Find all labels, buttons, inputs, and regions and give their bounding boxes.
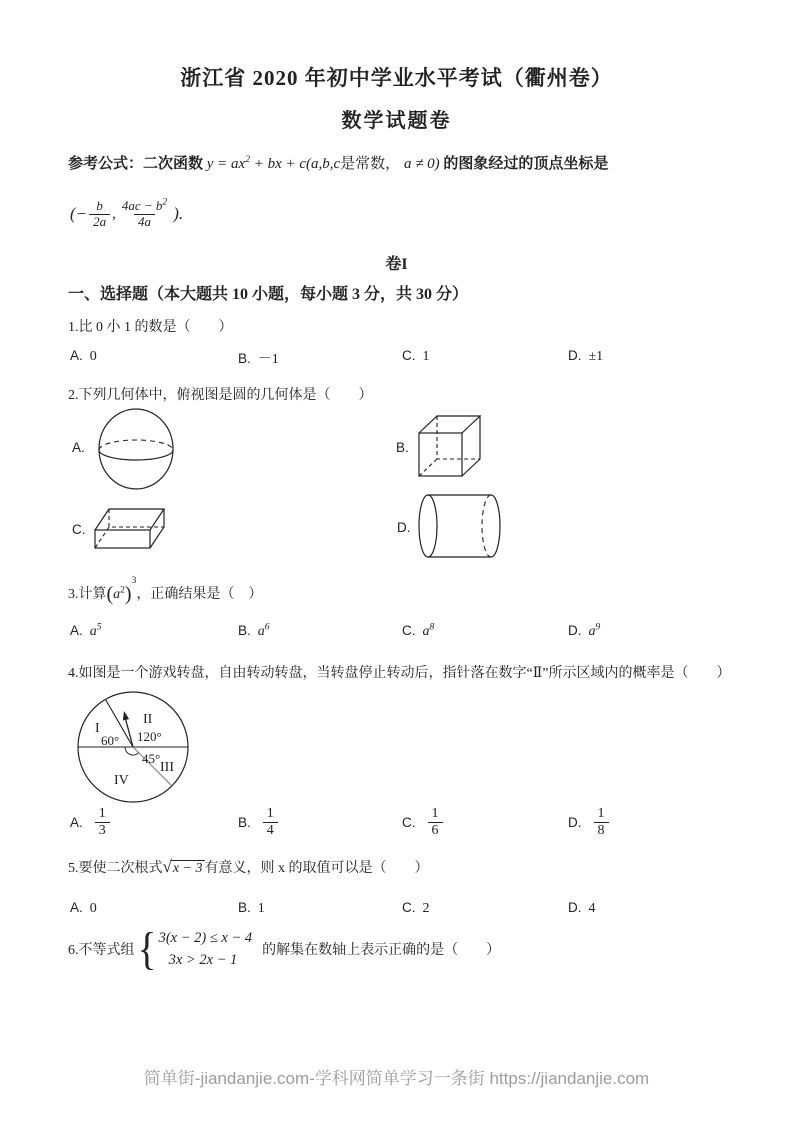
option-a: A. $\frac{1}{3}$ [70,806,112,839]
inequality-system [159,927,253,971]
open-paren: ( [106,583,114,605]
option-a-label: A. [72,440,85,455]
spinner-pointer-shaft [126,720,133,747]
spinner-region-3-label: III [160,760,174,775]
cylinder-right-cap-hidden [482,495,491,557]
option-a: A. $a^5$ [70,622,102,639]
inequality-1: 3(x − 2) ≤ x − 4 [158,930,253,946]
fraction: $\frac{1}{3}$ [95,806,110,839]
question-6-text: 6.不等式组 { 3(x − 2) ≤ x − 4 3x > 2x − 1 的解集在数轴上表示正确的是（ ） [68,923,501,975]
reference-cn-const: 是常数， [340,156,401,172]
question-3-options [0,623,793,645]
watermark-footer: 简单街-jiandanjie.com-学科网简单学习一条街 https://jiandanjie.com [143,1069,650,1088]
reference-sup-2: 2 [245,155,250,165]
close-paren: ) [124,583,132,605]
vertex-close-paren: ). [173,204,184,223]
option-d-label: D. [397,520,411,535]
vertex-comma: , [112,205,116,222]
cylinder-right-cap-solid [491,495,500,557]
equator-solid-arc [99,450,173,460]
question-1-options [0,348,793,370]
reference-math-y: y = ax [206,156,246,172]
section-heading: 一、选择题（本大题共 10 小题，每小题 3 分，共 30 分） [68,286,469,303]
fraction: $\frac{1}{4}$ [263,806,278,839]
question-1-text: 1.比 0 小 1 的数是（ ） [68,320,233,335]
cuboid-figure [90,504,172,554]
fraction-numerator: $4ac - b^2$ [121,197,168,213]
fraction: $\frac{1}{6}$ [428,806,443,839]
option-b-label: B. [396,440,409,455]
question-5-options [0,900,793,922]
question-4-options [0,806,793,852]
option-d: D. ±1 [568,348,604,364]
vertex-open-paren: (− [70,204,88,223]
option-c: C. $\frac{1}{6}$ [402,806,445,839]
question-3-text: 3.计算$(a^2)^3$，正确结果是（ ） [68,576,263,605]
spinner-region-1-label: I [95,721,100,736]
spinner-angle-60-label: 60° [101,733,120,748]
spinner-region-4-label: IV [114,773,129,788]
fraction-b-2a [89,199,110,230]
cuboid-visible-edges [95,509,164,548]
fraction-numerator: b [96,197,103,213]
question-5-text: 5.要使二次根式√x − 3 有意义，则 x 的取值可以是（ ） [68,857,429,876]
option-b: B. 1 [238,900,265,916]
fraction: $\frac{1}{8}$ [594,806,609,839]
spinner-angle-45-label: 45° [142,751,161,766]
option-c: C. $a^8$ [402,622,435,639]
cube-figure [413,409,487,481]
volume-label: 卷I [385,256,408,273]
reference-math-ne: a ≠ 0) [400,156,440,172]
option-d: D. $a^9$ [568,622,601,639]
sphere-figure [95,407,177,493]
spinner-pointer-arrowhead [123,711,129,721]
reference-label: 参考公式：二次函数 [68,156,204,172]
cuboid-front-face [95,530,150,548]
option-a: A. 0 [70,900,97,916]
cylinder-left-cap [419,495,437,557]
sphere-outline [99,409,173,489]
cube-visible-edges [419,416,480,476]
exam-subtitle: 数学试题卷 [341,110,452,132]
option-b: B. $\frac{1}{4}$ [238,806,280,839]
cylinder-figure [415,492,505,562]
reference-math-mid: + bx + c(a,b,c [249,156,341,172]
option-c: C. 1 [402,348,430,364]
inequality-2: 3x > 2x − 1 [168,952,238,968]
option-d: D. 4 [568,900,596,916]
equator-dashed-arc [99,440,173,450]
reference-formula-line [68,152,768,173]
option-d: D. $\frac{1}{8}$ [568,806,611,839]
question-4-text: 4.如图是一个游戏转盘，自由转动转盘，当转盘停止转动后，指针落在数字“Ⅱ”所示区域内的概率是（ ） [68,666,731,681]
fraction-denominator: 4a [134,214,155,230]
spinner-angle-120-label: 120° [137,729,162,744]
fraction-4ac-b2-4a [118,199,171,230]
spinner-region-2-label: II [143,712,153,727]
question-2-text: 2.下列几何体中，俯视图是圆的几何体是（ ） [68,388,373,403]
option-b: B. $a^6$ [238,622,270,639]
vertex-formula [70,193,183,235]
system-brace: { [137,923,156,975]
exam-title: 浙江省 2020 年初中学业水平考试（衢州卷） [180,66,613,90]
reference-tail: 的图象经过的顶点坐标是 [443,156,609,172]
option-a: A. 0 [70,348,97,364]
option-c: C. 2 [402,900,430,916]
fraction-denominator: 2a [89,214,110,230]
spinner-figure [70,686,200,808]
option-c-label: C. [72,522,86,537]
radical-sign: √ [162,857,172,876]
radicand: x − 3 [172,861,203,876]
option-b: B. －1 [238,351,279,367]
